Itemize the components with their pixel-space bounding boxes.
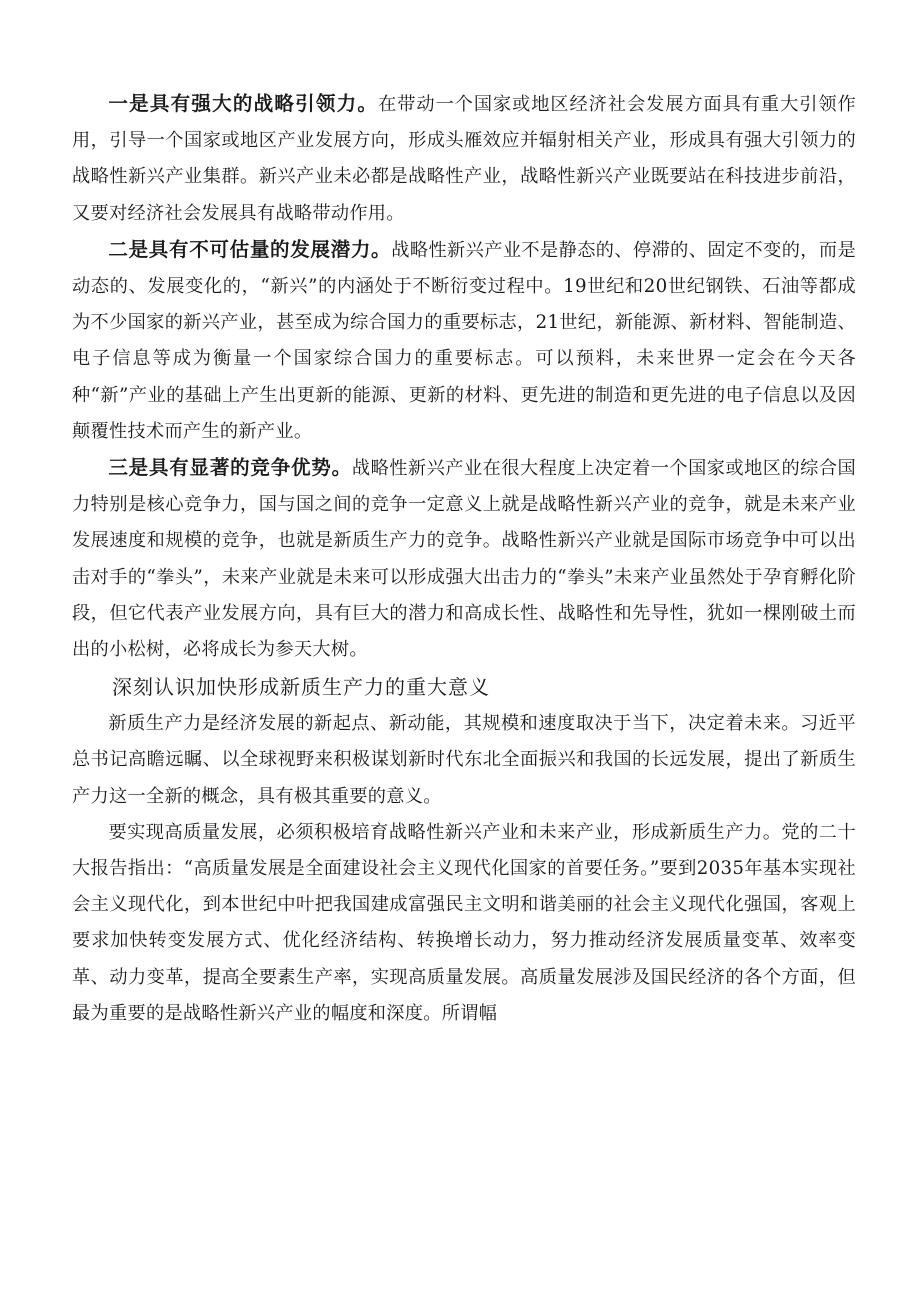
paragraph-lead: 三是具有显著的竞争优势。: [108, 456, 352, 480]
paragraph-competitive-advantage: [72, 450, 856, 668]
paragraph-strategic-leadership: [72, 86, 856, 232]
section-heading: 深刻认识加快形成新质生产力的重大意义: [112, 675, 490, 700]
body-paragraph: 要实现高质量发展，必须积极培育战略性新兴产业和未来产业，形成新质生产力。党的二十大报告指出：“高质量发展是全面建设社会主义现代化国家的首要任务。”要到2035年基本实现社会主义现代化，到本世纪中叶把我国建成富强民主文明和谐美丽的社会主义现代化强国，客观上要求加快转变发展方式、优化经济结构、转换增长动力，努力推动经济发展质量变革、效率变革、动力变革，提高全要素生产率，实现高质量发展。高质量发展涉及国民经济的各个方面，但最为重要的是战略性新兴产业的幅度和深度。所谓幅: [72, 821, 856, 1024]
paragraph-lead: 一是具有强大的战略引领力。: [108, 92, 379, 115]
paragraph-text: 战略性新兴产业在很大程度上决定着一个国家或地区的综合国力特别是核心竞争力，国与国之间的竞争一定意义上就是战略性新兴产业的竞争，就是未来产业发展速度和规模的竞争，也就是新质生产力的竞争。战略性新兴产业就是国际市场竞争中可以出击对手的“拳头”，未来产业就是未来可以形成强大出击力的“拳头”未来产业虽然处于孕育孵化阶段，但它代表产业发展方向，具有巨大的潜力和高成长性、战略性和先导性，犹如一棵刚破土而出的小松树，必将成长为参天大树。: [72, 458, 857, 661]
paragraph-development-potential: [72, 232, 856, 450]
body-paragraph: 新质生产力是经济发展的新起点、新动能，其规模和速度取决于当下，决定着未来。习近平总书记高瞻远瞩、以全球视野来积极谋划新时代东北全面振兴和我国的长远发展，提出了新质生产力这一全新的概念，具有极其重要的意义。: [72, 713, 856, 807]
document-page: [72, 86, 856, 1032]
paragraph-lead: 二是具有不可估量的发展潜力。: [108, 237, 392, 261]
paragraph-text: 战略性新兴产业不是静态的、停滞的、固定不变的，而是动态的、发展变化的，“新兴”的内涵处于不断衍变过程中。19世纪和20世纪钢铁、石油等都成为不少国家的新兴产业，甚至成为综合国力的重要标志，21世纪，新能源、新材料、智能制造、电子信息等成为衡量一个国家综合国力的重要标志。可以预料，未来世界一定会在今天各种“新”产业的基础上产生出更新的能源、更新的材料、更先进的制造和更先进的电子信息以及因颠覆性技术而产生的新产业。: [72, 239, 856, 442]
paragraph-text: 在带动一个国家或地区经济社会发展方面具有重大引领作用，引导一个国家或地区产业发展方向，形成头雁效应并辐射相关产业，形成具有强大引领力的战略性新兴产业集群。新兴产业未必都是战略性产业，战略性新兴产业既要站在科技进步前沿，又要对经济社会发展具有战略带动作用。: [72, 94, 856, 224]
